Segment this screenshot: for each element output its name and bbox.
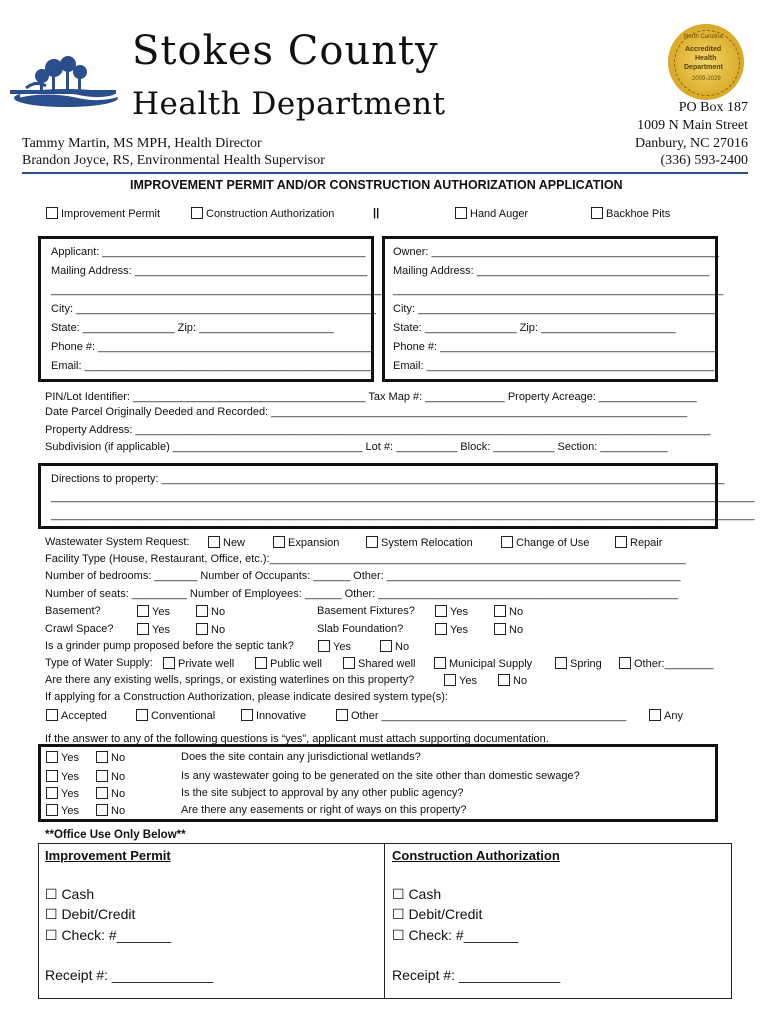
any-label: Any	[664, 710, 683, 722]
seal-text-2: Health	[695, 55, 717, 62]
other-water-checkbox[interactable]	[619, 657, 631, 669]
ca-receipt-field[interactable]: Receipt #: _____________	[392, 967, 561, 983]
owner-name-field[interactable]: Owner: _______________________________________________	[393, 246, 720, 258]
slab-foundation-label: Slab Foundation?	[317, 623, 404, 635]
basement-yes-checkbox[interactable]	[137, 605, 149, 617]
slab-yes-label: Yes	[450, 624, 468, 636]
any-checkbox[interactable]	[649, 709, 661, 721]
slab-yes-checkbox[interactable]	[435, 623, 447, 635]
agency-no-checkbox[interactable]	[96, 787, 108, 799]
accreditation-seal	[668, 24, 744, 100]
easements-yes-checkbox[interactable]	[46, 804, 58, 816]
directions-field[interactable]: Directions to property: ____________________________________________________________________________________________	[51, 473, 725, 485]
new-checkbox[interactable]	[208, 536, 220, 548]
grinder-no-checkbox[interactable]	[380, 640, 392, 652]
conventional-label: Conventional	[151, 710, 216, 722]
seats-employees-field[interactable]: Number of seats: _________ Number of Employees: ______ Other: _________________________________________________	[45, 588, 679, 600]
ip-receipt-field[interactable]: Receipt #: _____________	[45, 967, 214, 983]
innovative-checkbox[interactable]	[241, 709, 253, 721]
basement-no-checkbox[interactable]	[196, 605, 208, 617]
applicant-name-field[interactable]: Applicant: ___________________________________________	[51, 246, 366, 258]
system-relocation-checkbox[interactable]	[366, 536, 378, 548]
applicant-mailing-field[interactable]: Mailing Address: ______________________________________	[51, 265, 368, 277]
ca-system-type-note: If applying for a Construction Authorization, please indicate desired system type(s):	[45, 691, 448, 703]
grinder-no-label: No	[395, 641, 410, 653]
ip-debit-option[interactable]: ☐ Debit/Credit	[45, 906, 136, 922]
spring-label: Spring	[570, 658, 602, 670]
wastewater-no-label: No	[111, 771, 126, 783]
system-relocation-label: System Relocation	[381, 537, 473, 549]
ip-check-option[interactable]: ☐ Check: #_______	[45, 927, 172, 943]
wastewater-yes-label: Yes	[61, 771, 79, 783]
agency-title-line1: Stokes County	[132, 28, 439, 74]
supporting-docs-note: If the answer to any of the following questions is “yes”, applicant must attach supporting documentation.	[45, 733, 549, 745]
easements-no-label: No	[111, 805, 126, 817]
shared-well-label: Shared well	[358, 658, 416, 670]
agency-title-line2: Health Department	[132, 86, 446, 122]
municipal-supply-checkbox[interactable]	[434, 657, 446, 669]
applicant-state-zip-field[interactable]: State: _______________ Zip: ______________________	[51, 322, 334, 334]
easements-yes-label: Yes	[61, 805, 79, 817]
address-line-3: Danbury, NC 27016	[634, 136, 748, 151]
wetlands-no-checkbox[interactable]	[96, 751, 108, 763]
supervisor-line: Brandon Joyce, RS, Environmental Health Supervisor	[22, 153, 325, 168]
municipal-supply-label: Municipal Supply	[449, 658, 533, 670]
private-well-checkbox[interactable]	[163, 657, 175, 669]
ip-cash-option[interactable]: ☐ Cash	[45, 886, 95, 902]
office-use-divider	[384, 843, 385, 999]
directions-line-2[interactable]: ___________________________________________________________________________________________________________________	[51, 491, 755, 503]
owner-mailing-field-2[interactable]: ______________________________________________________	[393, 284, 724, 296]
other-water-label[interactable]: Other:________	[634, 658, 714, 670]
ca-cash-option[interactable]: ☐ Cash	[392, 886, 442, 902]
seal-text-top: North Carolina	[684, 34, 723, 40]
other-system-checkbox[interactable]	[336, 709, 348, 721]
owner-city-field[interactable]: City: _________________________________________________	[393, 303, 718, 315]
health-department-logo-icon	[6, 50, 126, 114]
existing-no-checkbox[interactable]	[498, 674, 510, 686]
basement-label: Basement?	[45, 605, 101, 617]
owner-email-field[interactable]: Email: _______________________________________________	[393, 360, 715, 372]
construction-authorization-label: Construction Authorization	[206, 208, 335, 220]
director-line: Tammy Martin, MS MPH, Health Director	[22, 136, 262, 151]
water-supply-label: Type of Water Supply:	[45, 657, 153, 669]
crawl-yes-checkbox[interactable]	[137, 623, 149, 635]
office-use-label: **Office Use Only Below**	[45, 829, 186, 841]
owner-mailing-field[interactable]: Mailing Address: ______________________________________	[393, 265, 710, 277]
other-system-field[interactable]: Other ________________________________________	[351, 710, 627, 722]
wastewater-label: Wastewater System Request:	[45, 536, 190, 548]
fixtures-yes-label: Yes	[450, 606, 468, 618]
date-deeded-field[interactable]: Date Parcel Originally Deeded and Recorded: ____________________________________________________________________	[45, 406, 688, 418]
address-line-1: PO Box 187	[678, 100, 748, 115]
bedrooms-occupants-field[interactable]: Number of bedrooms: _______ Number of Occupants: ______ Other: ________________________________________________	[45, 570, 681, 582]
agency-no-label: No	[111, 788, 126, 800]
spring-checkbox[interactable]	[555, 657, 567, 669]
seal-text-1: Accredited	[685, 46, 722, 53]
conventional-checkbox[interactable]	[136, 709, 148, 721]
office-ca-title: Construction Authorization	[392, 848, 560, 863]
seal-text-years: 2009-2029	[692, 76, 721, 82]
basement-yes-label: Yes	[152, 606, 170, 618]
expansion-label: Expansion	[288, 537, 340, 549]
separator: ||	[373, 207, 380, 219]
pin-tax-acreage-fields[interactable]: PIN/Lot Identifier: ______________________________________ Tax Map #: _____________ Property Acreage: ________________	[45, 391, 697, 403]
existing-yes-label: Yes	[459, 675, 477, 687]
easements-no-checkbox[interactable]	[96, 804, 108, 816]
address-line-4: (336) 593-2400	[660, 153, 748, 168]
applicant-email-field[interactable]: Email: _______________________________________________	[51, 360, 373, 372]
wastewater-question: Is any wastewater going to be generated on the site other than domestic sewage?	[181, 770, 580, 782]
office-ip-title: Improvement Permit	[45, 848, 171, 863]
wastewater-yes-checkbox[interactable]	[46, 770, 58, 782]
grinder-pump-question: Is a grinder pump proposed before the septic tank?	[45, 640, 294, 652]
crawl-no-checkbox[interactable]	[196, 623, 208, 635]
existing-no-label: No	[513, 675, 528, 687]
public-well-label: Public well	[270, 658, 322, 670]
owner-state-zip-field[interactable]: State: _______________ Zip: ______________________	[393, 322, 676, 334]
wetlands-yes-checkbox[interactable]	[46, 751, 58, 763]
owner-phone-field[interactable]: Phone #: _____________________________________________	[393, 341, 716, 353]
basement-fixtures-label: Basement Fixtures?	[317, 605, 415, 617]
grinder-yes-label: Yes	[333, 641, 351, 653]
ca-debit-option[interactable]: ☐ Debit/Credit	[392, 906, 483, 922]
easements-question: Are there any easements or right of ways on this property?	[181, 804, 467, 816]
wetlands-yes-label: Yes	[61, 752, 79, 764]
private-well-label: Private well	[178, 658, 235, 670]
change-of-use-checkbox[interactable]	[501, 536, 513, 548]
agency-yes-label: Yes	[61, 788, 79, 800]
existing-yes-checkbox[interactable]	[444, 674, 456, 686]
public-well-checkbox[interactable]	[255, 657, 267, 669]
agency-yes-checkbox[interactable]	[46, 787, 58, 799]
existing-wells-question: Are there any existing wells, springs, or existing waterlines on this property?	[45, 674, 415, 686]
wetlands-no-label: No	[111, 752, 126, 764]
repair-label: Repair	[630, 537, 663, 549]
new-label: New	[223, 537, 246, 549]
form-title: IMPROVEMENT PERMIT AND/OR CONSTRUCTION AUTHORIZATION APPLICATION	[130, 178, 623, 192]
repair-checkbox[interactable]	[615, 536, 627, 548]
fixtures-no-label: No	[509, 606, 524, 618]
applicant-city-field[interactable]: City: _________________________________________________	[51, 303, 376, 315]
applicant-phone-field[interactable]: Phone #: _____________________________________________	[51, 341, 374, 353]
agency-question: Is the site subject to approval by any other public agency?	[181, 787, 464, 799]
subdivision-lot-block-section-fields[interactable]: Subdivision (if applicable) _______________________________ Lot #: __________ Block: __________ Section: ___________	[45, 441, 668, 453]
slab-no-checkbox[interactable]	[494, 623, 506, 635]
facility-type-field[interactable]: Facility Type (House, Restaurant, Office, etc.):____________________________________________________________________	[45, 553, 686, 565]
backhoe-pits-checkbox[interactable]	[591, 207, 603, 219]
shared-well-checkbox[interactable]	[343, 657, 355, 669]
grinder-yes-checkbox[interactable]	[318, 640, 330, 652]
expansion-checkbox[interactable]	[273, 536, 285, 548]
accepted-checkbox[interactable]	[46, 709, 58, 721]
hand-auger-label: Hand Auger	[470, 208, 529, 220]
wastewater-no-checkbox[interactable]	[96, 770, 108, 782]
change-of-use-label: Change of Use	[516, 537, 590, 549]
crawl-no-label: No	[211, 624, 226, 636]
innovative-label: Innovative	[256, 710, 307, 722]
crawl-yes-label: Yes	[152, 624, 170, 636]
crawl-space-label: Crawl Space?	[45, 623, 114, 635]
wetlands-question: Does the site contain any jurisdictional wetlands?	[181, 751, 421, 763]
improvement-permit-checkbox[interactable]	[46, 207, 58, 219]
address-line-2: 1009 N Main Street	[637, 118, 748, 133]
construction-authorization-checkbox[interactable]	[191, 207, 203, 219]
accepted-label: Accepted	[61, 710, 107, 722]
property-address-field[interactable]: Property Address: ______________________________________________________________________________________________	[45, 424, 711, 436]
backhoe-pits-label: Backhoe Pits	[606, 208, 671, 220]
basement-no-label: No	[211, 606, 226, 618]
fixtures-no-checkbox[interactable]	[494, 605, 506, 617]
applicant-mailing-field-2[interactable]: ______________________________________________________	[51, 284, 382, 296]
ca-check-option[interactable]: ☐ Check: #_______	[392, 927, 519, 943]
fixtures-yes-checkbox[interactable]	[435, 605, 447, 617]
slab-no-label: No	[509, 624, 524, 636]
header-rule	[22, 172, 748, 174]
directions-line-3[interactable]: ___________________________________________________________________________________________________________________	[51, 509, 755, 521]
hand-auger-checkbox[interactable]	[455, 207, 467, 219]
seal-text-3: Department	[684, 64, 723, 71]
improvement-permit-label: Improvement Permit	[61, 208, 161, 220]
